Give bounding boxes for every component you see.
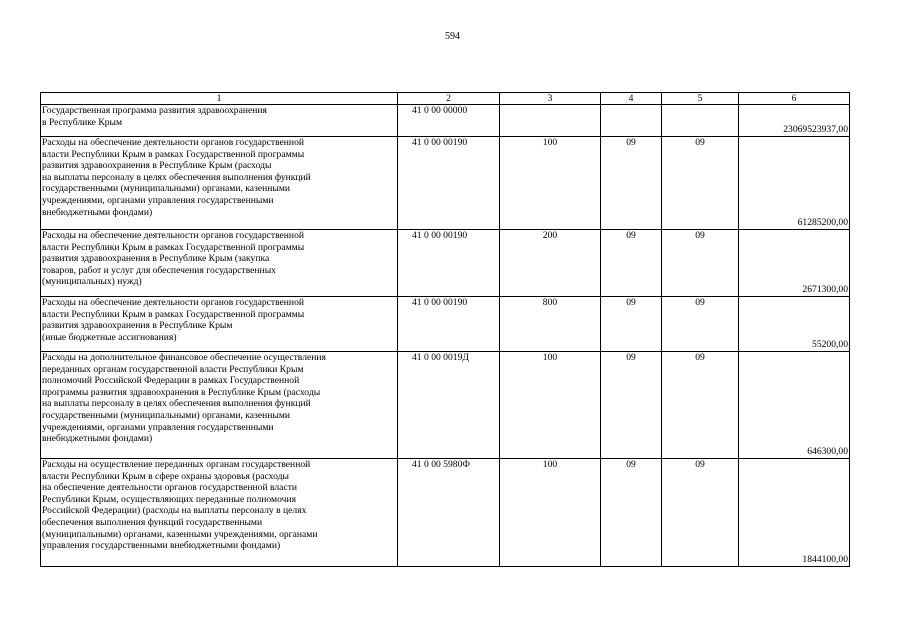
program-code-cell: 41 0 00 0019Д <box>398 352 500 459</box>
expense-type-cell: 100 <box>500 137 601 230</box>
section-cell: 09 <box>601 230 662 297</box>
column-header: 4 <box>601 93 662 105</box>
expense-name-cell: Расходы на дополнительное финансовое обеспечение осуществления переданных органам государственной власти Республики Крым полномочий Российской Федерации в рамках Государственной программы развития здравоохранения в Республике Крым (расходы на выплаты персоналу в целях обеспечения выполнения функций государственными (муниципальными) органами, казенными учреждениями, органами управления государственными внебюджетными фондами) <box>41 352 398 459</box>
table-row <box>41 297 850 352</box>
page-number: 594 <box>445 31 460 42</box>
budget-table <box>40 92 850 567</box>
section-cell: 09 <box>601 352 662 459</box>
program-code-cell: 41 0 00 00190 <box>398 137 500 230</box>
program-code-cell: 41 0 00 00000 <box>398 105 500 137</box>
subsection-cell: 09 <box>662 352 739 459</box>
program-code-cell: 41 0 00 00190 <box>398 297 500 352</box>
subsection-cell: 09 <box>662 137 739 230</box>
subsection-cell: 09 <box>662 297 739 352</box>
table-row <box>41 137 850 230</box>
amount-cell: 1844100,00 <box>739 459 850 567</box>
section-cell: 09 <box>601 297 662 352</box>
expense-type-cell <box>500 105 601 137</box>
table-row <box>41 105 850 137</box>
amount-cell: 23069523937,00 <box>739 105 850 137</box>
amount-cell: 55200,00 <box>739 297 850 352</box>
column-header: 1 <box>41 93 398 105</box>
program-code-cell: 41 0 00 5980Ф <box>398 459 500 567</box>
expense-name-cell: Расходы на обеспечение деятельности органов государственной власти Республики Крым в рамках Государственной программы развития здравоохранения в Республике Крым (расходы на выплаты персоналу в целях обеспечения выполнения функций государственными (муниципальными) органами, казенными учреждениями, органами управления государственными внебюджетными фондами) <box>41 137 398 230</box>
expense-name-cell: Государственная программа развития здравоохранения в Республике Крым <box>41 105 398 137</box>
column-header: 3 <box>500 93 601 105</box>
subsection-cell: 09 <box>662 230 739 297</box>
section-cell <box>601 105 662 137</box>
expense-name-cell: Расходы на обеспечение деятельности органов государственной власти Республики Крым в рамках Государственной программы развития здравоохранения в Республике Крым (иные бюджетные ассигнования) <box>41 297 398 352</box>
section-cell: 09 <box>601 459 662 567</box>
expense-type-cell: 100 <box>500 352 601 459</box>
program-code-cell: 41 0 00 00190 <box>398 230 500 297</box>
column-header: 6 <box>739 93 850 105</box>
table-row <box>41 230 850 297</box>
expense-type-cell: 100 <box>500 459 601 567</box>
subsection-cell <box>662 105 739 137</box>
expense-name-cell: Расходы на обеспечение деятельности органов государственной власти Республики Крым в рамках Государственной программы развития здравоохранения в Республике Крым (закупка товаров, работ и услуг для обеспечения государственных (муниципальных) нужд) <box>41 230 398 297</box>
expense-type-cell: 200 <box>500 230 601 297</box>
amount-cell: 2671300,00 <box>739 230 850 297</box>
column-header: 5 <box>662 93 739 105</box>
section-cell: 09 <box>601 137 662 230</box>
amount-cell: 61285200,00 <box>739 137 850 230</box>
table-header-row <box>41 93 850 105</box>
expense-name-cell: Расходы на осуществление переданных органам государственной власти Республики Крым в сфере охраны здоровья (расходы на обеспечение деятельности органов государственной власти Республики Крым, осуществляющих переданные полномочия Российской Федерации) (расходы на выплаты персоналу в целях обеспечения выполнения функций государственными (муниципальными) органами, казенными учреждениями, органами управления государственными внебюджетными фондами) <box>41 459 398 567</box>
table-row <box>41 352 850 459</box>
column-header: 2 <box>398 93 500 105</box>
amount-cell: 646300,00 <box>739 352 850 459</box>
expense-type-cell: 800 <box>500 297 601 352</box>
table-row <box>41 459 850 567</box>
subsection-cell: 09 <box>662 459 739 567</box>
